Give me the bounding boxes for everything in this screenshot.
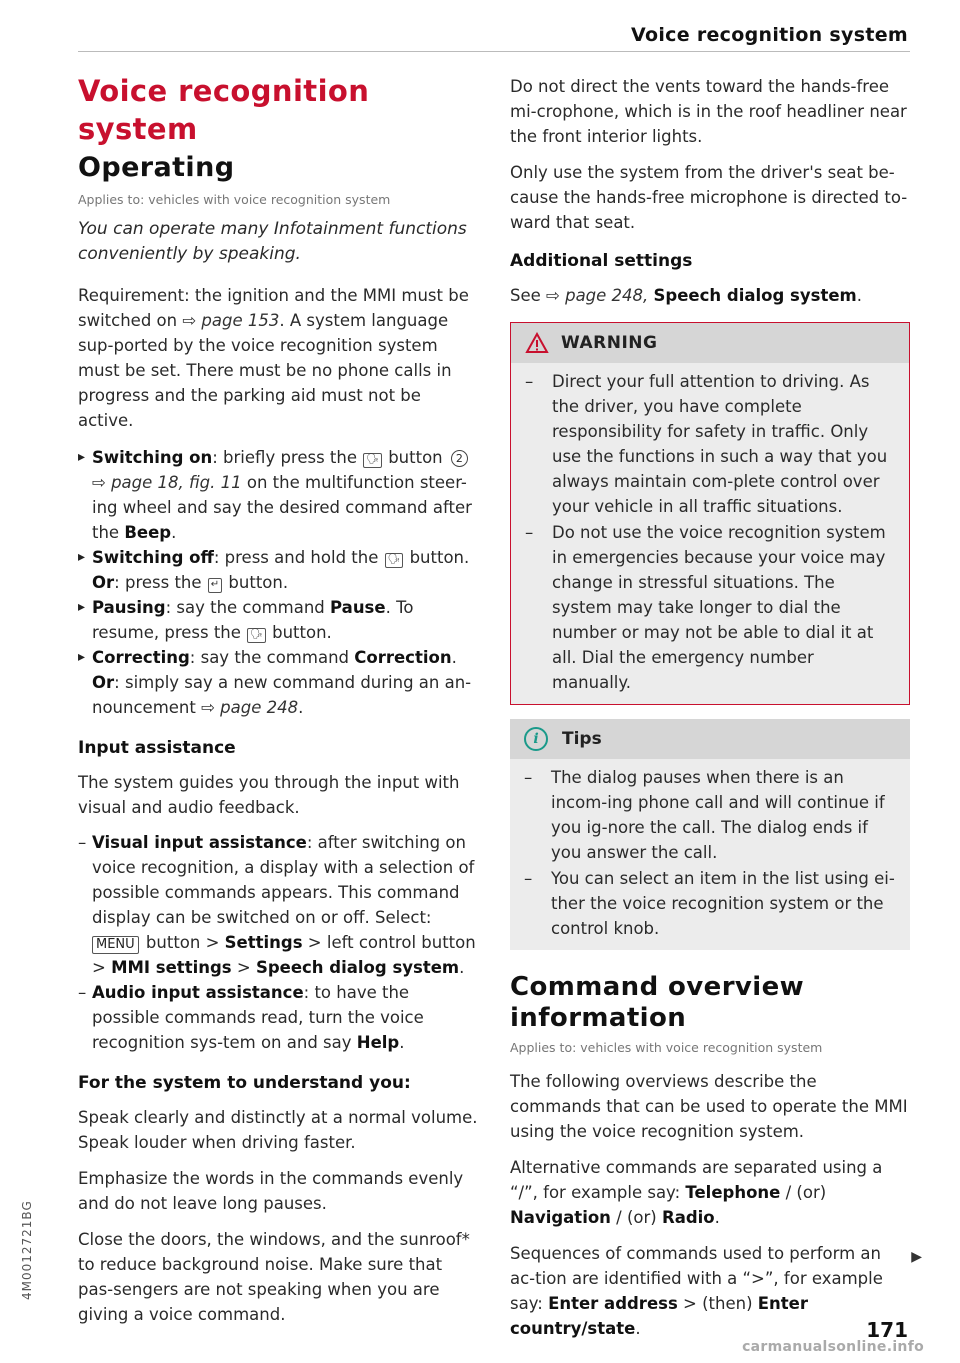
vents-paragraph: Do not direct the vents toward the hands-free mi-crophone, which is in the roof headliner near the front interior lights. [510,77,907,146]
list-item: – Audio input assistance: to have the possible commands read, turn the voice recognition sys-tem on and say Help. [78,980,478,1055]
heading-additional-settings: Additional settings [510,251,693,271]
command-overview-title: Command overview information [510,972,805,1033]
menu-key: MENU [92,936,139,954]
right-column [510,72,910,1341]
assistance-list [78,830,478,1055]
understand-paragraph-2: Emphasize the words in the commands evenly and do not leave long pauses. [78,1169,464,1213]
warning-triangle-icon [525,332,549,354]
running-header: Voice recognition system [631,24,908,46]
back-button-icon: ↵ [208,578,222,593]
tips-box [510,719,910,950]
command-paragraph-3: Sequences of commands used to perform an ac-tion are identified with a “>”, for example say: Enter address > (then) Enter country/state. [510,1244,883,1338]
left-column [78,72,478,1327]
callout-number: 2 [451,450,468,467]
warning-header [511,323,909,363]
header-divider [78,51,910,52]
tips-item: – You can select an item in the list using ei-ther the voice recognition system or the control knob. [524,866,896,941]
tips-title: Tips [562,729,602,749]
page-reference[interactable]: ⇨ page 248 [201,698,299,717]
warning-box [510,322,910,705]
list-item: – Visual input assistance: after switching on voice recognition, a display with a selection of possible commands appears. This command display can be switched on or off. Select: MENU button > Settings > left control button > MMI settings > Speech dialog system. [78,830,478,980]
warning-item: – Direct your full attention to driving. As the driver, you have complete responsibility for safety in traffic. Only use the functions in such a way that you always maintain com-plete control over your vehicle in all traffic situations. [525,369,895,519]
page-reference[interactable]: ⇨ page 18, fig. 11 [92,473,242,492]
tips-header [510,719,910,759]
command-paragraph-1: The following overviews describe the commands that can be used to operate the MMI using the voice recognition system. [510,1072,908,1141]
voice-button-icon: 🗣 [247,628,266,643]
warning-title: WARNING [561,333,658,353]
requirement-paragraph: Requirement: the ignition and the MMI must be switched on ⇨ page 153. A system language sup-ported by the voice recognition system must be set. There must be no phone calls in progress and the parking aid must not be active. [78,286,469,430]
heading-input-assistance: Input assistance [78,738,236,758]
voice-button-icon: 🗣 [363,453,382,468]
intro-text: You can operate many Infotainment functions conveniently by speaking. [78,219,467,264]
list-item: ▸ Correcting: say the command Correction. Or: simply say a new command during an an-nouncement ⇨ page 248. [78,645,478,720]
seat-paragraph: Only use the system from the driver's seat be-cause the hands-free microphone is directed to-ward that seat. [510,163,908,232]
warning-body [511,363,909,704]
applies-note: Applies to: vehicles with voice recognition system [78,192,391,207]
see-paragraph: See ⇨ page 248, Speech dialog system. [510,286,862,305]
understand-paragraph-1: Speak clearly and distinctly at a normal volume. Speak louder when driving faster. [78,1108,478,1152]
list-item: ▸ Switching off: press and hold the 🗣 button. Or: press the ↵ button. [78,545,478,595]
tips-item: – The dialog pauses when there is an incom-ing phone call and will continue if you ig-nore the call. The dialog ends if you answer the call. [524,765,896,865]
list-item: ▸ Pausing: say the command Pause. To resume, press the 🗣 button. [78,595,478,645]
warning-item: – Do not use the voice recognition system in emergencies because your voice may change in stressful situations. The system may take longer to dial the number or may not be able to dial it at all. Dial the emergency number manually. [525,520,895,695]
page-number: 171 [866,1318,908,1342]
list-item: ▸ Switching on: briefly press the 🗣 button 2 ⇨ page 18, fig. 11 on the multifunction steer-ing wheel and say the desired command after the Beep. [78,445,478,545]
tips-body [510,759,910,950]
subsection-title: Operating [78,152,235,183]
applies-note: Applies to: vehicles with voice recognition system [510,1040,823,1055]
page-reference[interactable]: ⇨ page 153 [182,311,280,330]
info-icon: i [524,727,548,751]
continue-arrow-icon: ▶ [911,1249,922,1265]
section-title: Voice recognition system [78,74,370,146]
document-code: 4M0012721BG [20,1200,34,1300]
heading-understand: For the system to understand you: [78,1073,411,1093]
voice-button-icon: 🗣 [385,553,404,568]
input-paragraph: The system guides you through the input with visual and audio feedback. [78,773,460,817]
command-paragraph-2: Alternative commands are separated using a “/”, for example say: Telephone / (or) Navigation / (or) Radio. [510,1158,883,1227]
operation-list [78,445,478,720]
page-reference[interactable]: ⇨ page 248, [546,286,649,305]
watermark: carmanualsonline.info [742,1339,924,1355]
understand-paragraph-3: Close the doors, the windows, and the sunroof* to reduce background noise. Make sure that pas-sengers are not speaking when you are giving a voice command. [78,1230,470,1324]
